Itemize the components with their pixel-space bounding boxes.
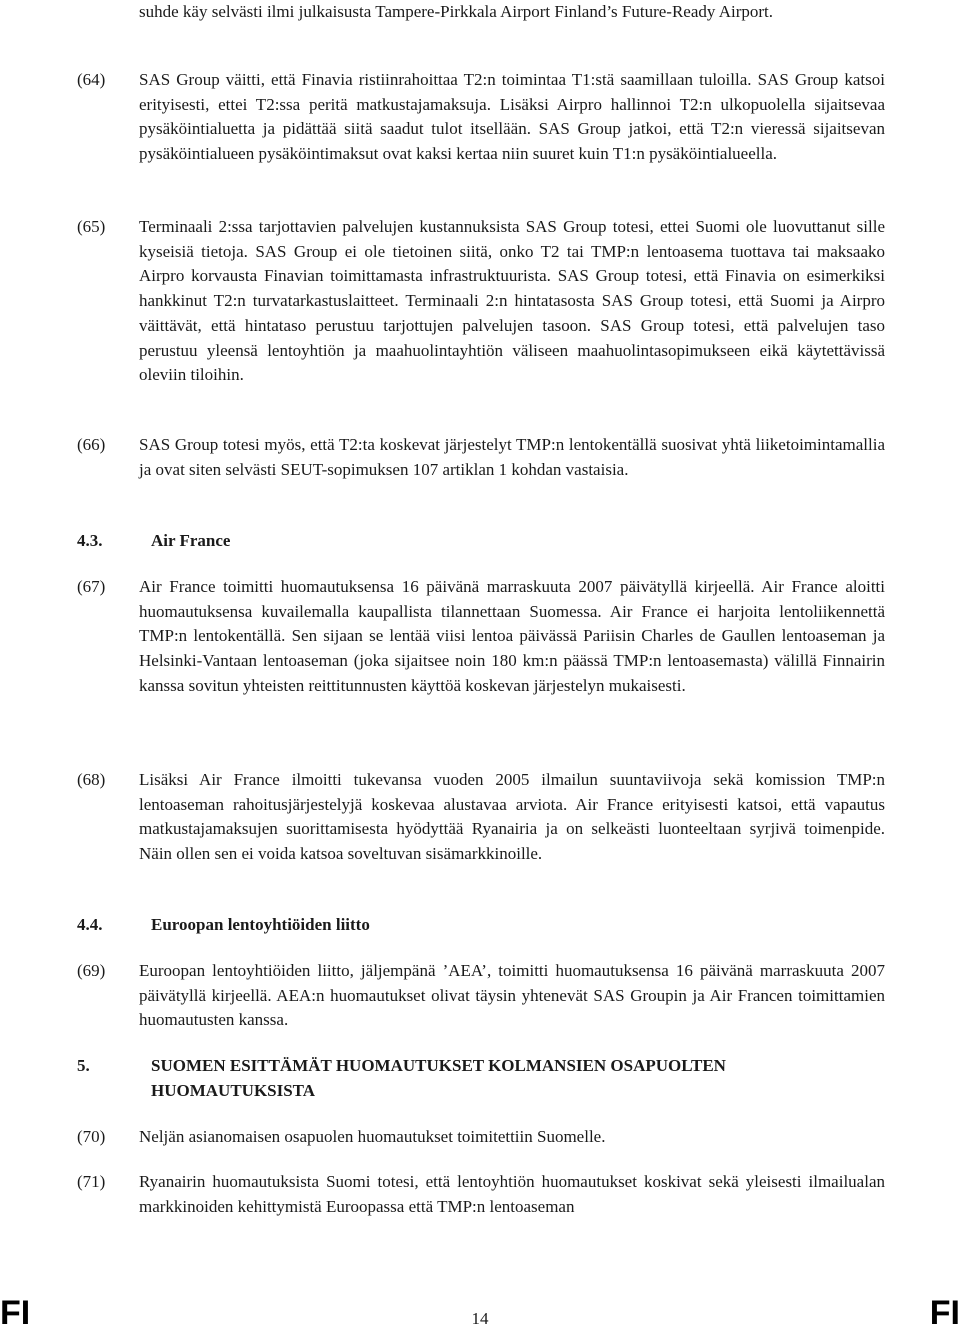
- section-number: 4.4.: [77, 915, 103, 934]
- paragraph-text: Neljän asianomaisen osapuolen huomautukset toimitettiin Suomelle.: [139, 1127, 606, 1146]
- paragraph-65: [77, 215, 885, 388]
- paragraph-number: (70): [77, 1127, 106, 1146]
- paragraph-number: (69): [77, 961, 106, 980]
- paragraph-70: [77, 1125, 885, 1150]
- paragraph-text: Euroopan lentoyhtiöiden liitto, jäljempänä ’AEA’, toimitti huomautuksensa 16 päivänä marraskuuta 2007 päivätyllä kirjeellä. AEA:n huomautukset olivat täysin yhtenevät SAS Groupin ja Air Francen toimittamien huomautusten kanssa.: [139, 961, 885, 1030]
- paragraph-69: [77, 959, 885, 1033]
- paragraph-number: (67): [77, 577, 106, 596]
- paragraph-number: (64): [77, 70, 106, 89]
- paragraph-67: [77, 575, 885, 699]
- paragraph-68: [77, 768, 885, 867]
- paragraph-71: [77, 1170, 885, 1219]
- paragraph-number: (66): [77, 435, 106, 454]
- paragraph-text: Ryanairin huomautuksista Suomi totesi, että lentoyhtiön huomautukset koskivat sekä yleisesti ilmailualan markkinoiden kehittymistä Euroopassa että TMP:n lentoaseman: [139, 1172, 885, 1216]
- paragraph-64: [77, 68, 885, 167]
- section-title: SUOMEN ESITTÄMÄT HUOMAUTUKSET KOLMANSIEN OSAPUOLTEN HUOMAUTUKSISTA: [151, 1056, 726, 1100]
- section-heading-4-3: [77, 529, 885, 554]
- lead-paragraph: [77, 0, 885, 25]
- paragraph-text: SAS Group totesi myös, että T2:ta koskevat järjestelyt TMP:n lentokentällä suosivat yhtä liiketoimintamallia ja ovat siten selvästi SEUT-sopimuksen 107 artiklan 1 kohdan vastaisia.: [139, 435, 885, 479]
- paragraph-number: (71): [77, 1172, 106, 1191]
- paragraph-text: SAS Group väitti, että Finavia ristiinrahoittaa T2:n toimintaa T1:stä saamillaan tuloilla. SAS Group katsoi erityisesti, ettei T2:ssa peritä matkustajamaksuja. Lisäksi Airpro hallinnoi T2:n ulkopuolella sijaitsevaa pysäköintialuetta ja pidättää siitä saadut tulot itsellään. SAS Group jatkoi, että T2:n vieressä sijaitsevan pysäköintialueen pysäköintimaksut ovat kaksi kertaa niin suuret kuin T1:n pysäköintialueella.: [139, 70, 885, 164]
- section-title: Euroopan lentoyhtiöiden liitto: [151, 915, 370, 934]
- paragraph-text: Terminaali 2:ssa tarjottavien palvelujen kustannuksista SAS Group totesi, ettei Suomi ole luovuttanut sille kyseisiä tietoja. SAS Group ei ole tietoinen siitä, onko T2 tai TMP:n lentoasema tuottava tai maksaako Airpro korvausta Finavian toimittamasta infrastruktuurista. SAS Group totesi, että Finavia on esimerkiksi hankkinut T2:n turvatarkastuslaitteet. Terminaali 2:n hintatasosta SAS Group totesi, että Suomi ja Airpro väittävät, että hintataso perustuu tarjottujen palvelujen tasoon. SAS Group totesi, että palvelujen taso perustuu yleensä lentoyhtiön ja maahuolintayhtiön väliseen maahuolintasopimukseen eikä käytettävissä oleviin tiloihin.: [139, 217, 885, 385]
- section-heading-5: [77, 1054, 885, 1103]
- paragraph-number: (68): [77, 770, 106, 789]
- section-title: Air France: [151, 531, 231, 550]
- footer-language-right: FI: [929, 1294, 960, 1332]
- section-number: 4.3.: [77, 531, 103, 550]
- section-number: 5.: [77, 1056, 90, 1075]
- lead-paragraph-text: suhde käy selvästi ilmi julkaisusta Tampere-Pirkkala Airport Finland’s Future-Ready Airport.: [139, 2, 774, 21]
- section-heading-4-4: [77, 913, 885, 938]
- paragraph-66: [77, 433, 885, 482]
- page-number: 14: [471, 1309, 489, 1328]
- paragraph-text: Air France toimitti huomautuksensa 16 päivänä marraskuuta 2007 päivätyllä kirjeellä. Air France aloitti huomautuksensa kuvailemalla kaupallista tilannettaan Suomessa. Air France ei harjoita lentoliikennettä TMP:n lentokentällä. Sen sijaan se lentää viisi lentoa päivässä Pariisin Charles de Gaullen lentoaseman ja Helsinki-Vantaan lentoaseman (joka sijaitsee noin 180 km:n päässä TMP:n lentoasemasta) välillä Finnairin kanssa sovitun yhteisten reittitunnusten käyttöä koskevan järjestelyn mukaisesti.: [139, 577, 885, 695]
- paragraph-text: Lisäksi Air France ilmoitti tukevansa vuoden 2005 ilmailun suuntaviivoja sekä komission TMP:n lentoaseman rahoitusjärjestelyjä koskevaa alustavaa arviota. Air France erityisesti katsoi, että vapautus matkustajamaksujen suorittamisesta hyödyttää Ryanairia ja on selkeästi luonteeltaan syrjivä toimenpide. Näin ollen sen ei voida katsoa soveltuvan sisämarkkinoille.: [139, 770, 885, 864]
- footer-language-left: FI: [0, 1294, 31, 1332]
- paragraph-number: (65): [77, 217, 106, 236]
